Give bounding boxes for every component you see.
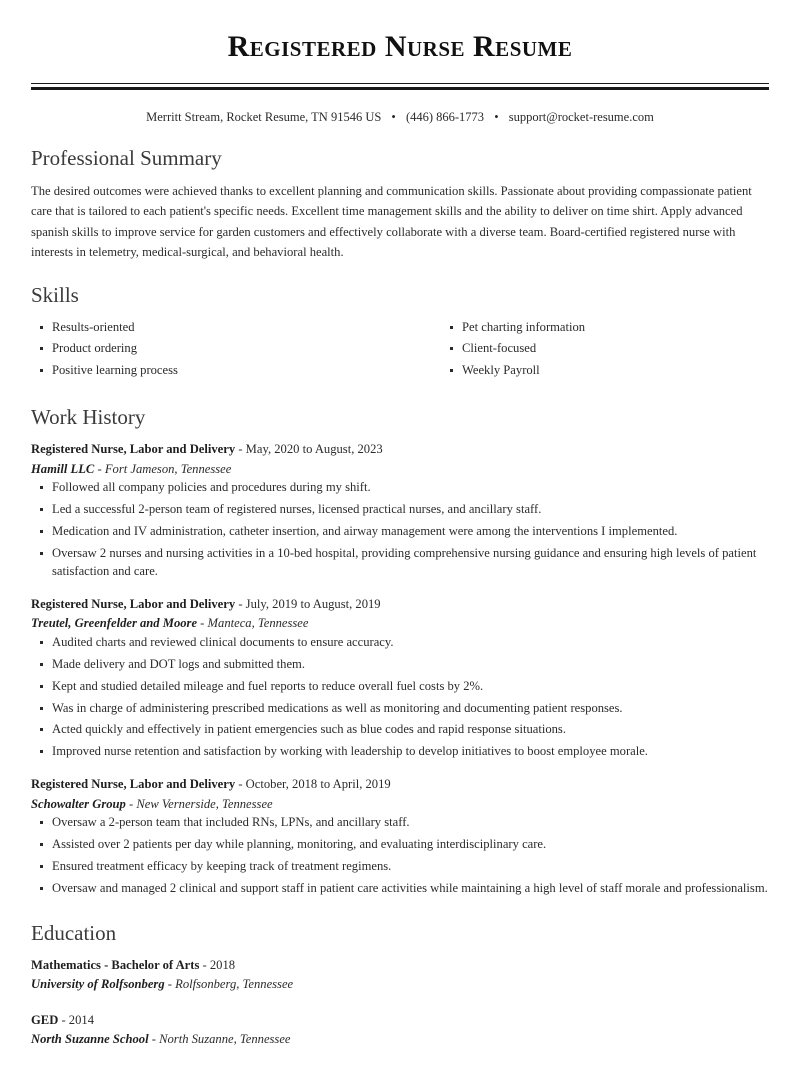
skills-columns [31,319,769,385]
job-bullet-item: Oversaw 2 nurses and nursing activities in a 10-bed hospital, providing comprehensive nursing guidance and ensuring high levels of patient satisfaction and care. [31,545,769,581]
job-entry [31,440,769,580]
job-title-line [31,595,769,615]
job-title-line [31,440,769,460]
skill-item: Client-focused [441,340,769,358]
skills-column-right [400,319,769,385]
job-bullet-item: Assisted over 2 patients per day while planning, monitoring, and evaluating interdisciplinary care. [31,836,769,854]
skill-item: Results-oriented [31,319,400,337]
education-location: Rolfsonberg, Tennessee [175,977,294,992]
job-dates: May, 2020 to August, 2023 [245,442,383,457]
job-company-line [31,460,769,480]
job-location: Manteca, Tennessee [207,616,309,631]
job-title-dash: - [235,596,246,611]
job-dates: October, 2018 to April, 2019 [245,777,391,792]
job-location: Fort Jameson, Tennessee [104,461,232,476]
section-heading-summary: Professional Summary [31,145,222,170]
job-company-line [31,614,769,634]
job-entry [31,595,769,761]
skills-list-left [31,319,400,381]
education-school-dash: - [164,977,176,992]
skill-item: Positive learning process [31,362,400,380]
section-heading-work-history: Work History [31,405,146,430]
job-company: Treutel, Greenfelder and Moore [31,616,198,631]
contact-separator-2: • [494,110,499,124]
job-title: Registered Nurse, Labor and Delivery [31,596,236,611]
job-bullet-item: Improved nurse retention and satisfaction by working with leadership to develop initiatives to boost employee morale. [31,743,769,761]
job-bullet-item: Was in charge of administering prescribed medications as well as monitoring and documenting patient responses. [31,700,769,718]
contact-email[interactable]: support@rocket-resume.com [508,110,654,124]
job-bullet-item: Audited charts and reviewed clinical documents to ensure accuracy. [31,634,769,652]
job-bullet-item: Oversaw and managed 2 clinical and support staff in patient care activities while maintaining a high level of staff morale and professionalism. [31,880,769,898]
skill-item: Pet charting information [441,319,769,337]
education-section [31,920,769,1080]
education-year: 2018 [209,957,236,972]
skills-section [31,282,769,384]
job-company: Hamill LLC [31,461,95,476]
job-bullet-item: Made delivery and DOT logs and submitted them. [31,656,769,674]
job-bullet-list [31,479,769,580]
job-location: New Vernerside, Tennessee [136,796,273,811]
skills-column-left [31,319,400,385]
job-company-dash: - [197,616,208,631]
education-school: North Suzanne School [31,1032,149,1047]
work-history-section [31,404,769,897]
section-heading-skills: Skills [31,283,79,308]
jobs-container [31,440,769,897]
education-entry [31,1011,769,1050]
job-company-dash: - [125,796,137,811]
education-degree-dash: - [199,957,210,972]
job-bullet-item: Followed all company policies and procedures during my shift. [31,479,769,497]
education-school-dash: - [148,1032,160,1047]
job-bullet-item: Ensured treatment efficacy by keeping track of treatment regimens. [31,858,769,876]
contact-phone[interactable]: (446) 866-1773 [405,110,485,124]
education-entry [31,956,769,995]
job-bullet-item: Kept and studied detailed mileage and fuel reports to reduce overall fuel costs by 2%. [31,678,769,696]
job-title: Registered Nurse, Labor and Delivery [31,442,236,457]
education-year: 2014 [68,1012,94,1027]
job-bullet-item: Led a successful 2-person team of registered nurses, licensed practical nurses, and ancillary staff. [31,501,769,519]
summary-text: The desired outcomes were achieved thanks to excellent planning and communication skills. Passionate about providing compassionate patient care that is tailored to each patient's specific needs. Excellent time management skills and the ability to deliver on time shirt. Apply advanced spanish skills to improve service for garden customers and effectively collaborate with a diverse team. Board-certified registered nurse with interests in telemetry, medical-surgical, and behavioral health. [31,183,752,259]
skill-item: Product ordering [31,340,400,358]
job-company: Schowalter Group [31,796,126,811]
job-title-dash: - [235,442,246,457]
education-degree-line [31,956,769,976]
job-bullet-list [31,634,769,761]
resume-title: Registered Nurse Resume [227,30,573,63]
job-bullet-item: Oversaw a 2-person team that included RNs, LPNs, and ancillary staff. [31,814,769,832]
professional-summary-section [31,145,769,263]
job-title-line [31,775,769,795]
education-location: North Suzanne, Tennessee [159,1032,291,1047]
job-title-dash: - [235,777,246,792]
job-dates: July, 2019 to August, 2019 [245,596,381,611]
job-bullet-item: Acted quickly and effectively in patient emergencies such as blue codes and rapid response situations. [31,721,769,739]
job-bullet-item: Medication and IV administration, catheter insertion, and airway management were among the interventions I implemented. [31,523,769,541]
contact-address: Merritt Stream, Rocket Resume, TN 91546 US [146,110,382,124]
education-container [31,956,769,1050]
education-degree: GED [31,1012,59,1027]
section-heading-education: Education [31,920,117,945]
contact-line [31,109,769,127]
education-degree-dash: - [58,1012,69,1027]
job-company-dash: - [94,461,105,476]
education-degree-line [31,1011,769,1031]
skill-item: Weekly Payroll [441,362,769,380]
education-school: University of Rolfsonberg [31,977,165,992]
education-school-line [31,975,769,995]
job-entry [31,775,769,898]
education-degree: Mathematics - Bachelor of Arts [31,957,200,972]
contact-separator-1: • [391,110,396,124]
education-school-line [31,1030,769,1050]
job-company-line [31,795,769,815]
job-title: Registered Nurse, Labor and Delivery [31,777,236,792]
header-divider [31,83,769,90]
skills-list-right [441,319,769,381]
job-bullet-list [31,814,769,898]
divider-rule-thick [31,87,769,90]
